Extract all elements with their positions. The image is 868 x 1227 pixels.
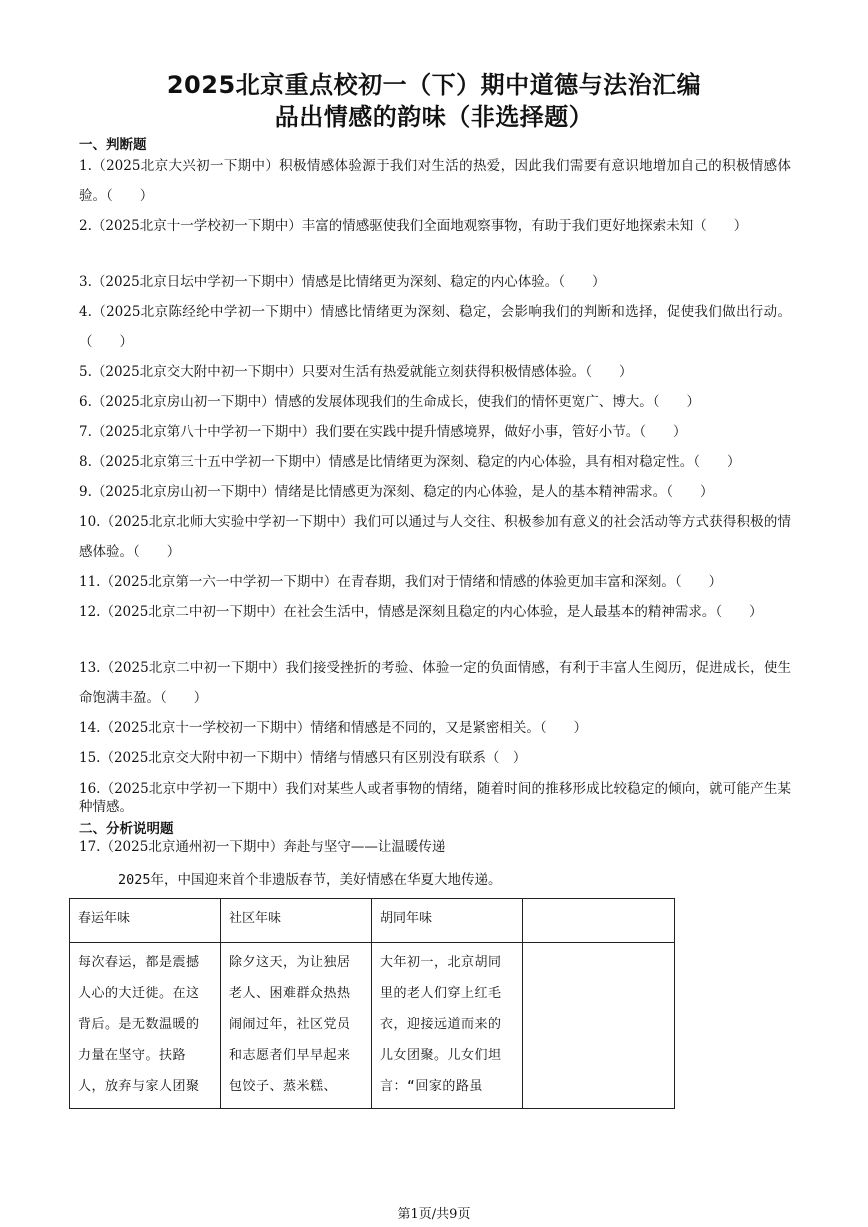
table-header-cell: 社区年味	[221, 899, 372, 943]
table-cell: 大年初一，北京胡同里的老人们穿上红毛衣，迎接远道而来的儿女团聚。儿女们坦言：“回家的路虽	[372, 943, 523, 1109]
material-table	[69, 898, 675, 1109]
question-item: 1.（2025北京大兴初一下期中）积极情感体验源于我们对生活的热爱，因此我们需要有意识地增加自己的积极情感体验。（ ）	[79, 158, 791, 204]
question-item: 11.（2025北京第一六一中学初一下期中）在青春期，我们对于情绪和情感的体验更加丰富和深刻。（ ）	[79, 574, 723, 590]
question-17-title: 17.（2025北京通州初一下期中）奔赴与坚守——让温暖传递	[79, 839, 446, 855]
question-item: 7.（2025北京第八十中学初一下期中）我们要在实践中提升情感境界，做好小事，管好小节。（ ）	[79, 424, 687, 440]
section-heading-judgement: 一、判断题	[79, 137, 147, 153]
question-item: 10.（2025北京北师大实验中学初一下期中）我们可以通过与人交往、积极参加有意义的社会活动等方式获得积极的情感体验。（ ）	[79, 514, 791, 560]
document-title: 2025北京重点校初一（下）期中道德与法治汇编	[166, 71, 702, 99]
question-item: 4.（2025北京陈经纶中学初一下期中）情感比情绪更为深刻、稳定，会影响我们的判断和选择，促使我们做出行动。（ ）	[79, 304, 791, 350]
question-item: 8.（2025北京第三十五中学初一下期中）情感是比情绪更为深刻、稳定的内心体验，具有相对稳定性。（ ）	[79, 454, 741, 470]
table-cell: 每次春运，都是震撼人心的大迁徙。在这背后。是无数温暖的力量在坚守。扶路人，放弃与家人团聚	[70, 943, 221, 1109]
question-item: 5.（2025北京交大附中初一下期中）只要对生活有热爱就能立刻获得积极情感体验。（ ）	[79, 364, 633, 380]
question-item: 2.（2025北京十一学校初一下期中）丰富的情感驱使我们全面地观察事物，有助于我们更好地探索未知（ ）	[79, 218, 748, 234]
question-item: 14.（2025北京十一学校初一下期中）情绪和情感是不同的，又是紧密相关。（ ）	[79, 720, 588, 736]
question-item: 13.（2025北京二中初一下期中）我们接受挫折的考验、体验一定的负面情感，有利于丰富人生阅历，促进成长，使生命饱满丰盈。（ ）	[79, 660, 791, 706]
page-number: 第1页/共9页	[397, 1207, 471, 1222]
table-cell	[523, 943, 675, 1109]
question-item: 16.（2025北京中学初一下期中）我们对某些人或者事物的情绪，随着时间的推移形成比较稳定的倾向，就可能产生某种情感。	[79, 781, 791, 815]
document-subtitle: 品出情感的韵味（非选择题）	[274, 103, 594, 131]
table-cell: 除夕这天，为让独居老人、困难群众热热闹闹过年，社区党员和志愿者们早早起来包饺子、蒸米糕、	[221, 943, 372, 1109]
table-row	[70, 943, 675, 1109]
question-17-intro: 2025年，中国迎来首个非遗版春节，美好情感在华夏大地传递。	[118, 872, 502, 888]
table-header-cell	[523, 899, 675, 943]
question-item: 15.（2025北京交大附中初一下期中）情绪与情感只有区别没有联系（ ）	[79, 750, 527, 766]
table-header-row	[70, 899, 675, 943]
table-header-cell: 胡同年味	[372, 899, 523, 943]
question-item: 6.（2025北京房山初一下期中）情感的发展体现我们的生命成长，使我们的情怀更宽广、博大。（ ）	[79, 394, 700, 410]
section-heading-analysis: 二、分析说明题	[79, 821, 174, 837]
question-item: 9.（2025北京房山初一下期中）情绪是比情感更为深刻、稳定的内心体验，是人的基本精神需求。（ ）	[79, 484, 714, 500]
question-item: 12.（2025北京二中初一下期中）在社会生活中，情感是深刻且稳定的内心体验，是人最基本的精神需求。（ ）	[79, 604, 763, 620]
table-header-cell: 春运年味	[70, 899, 221, 943]
question-item: 3.（2025北京日坛中学初一下期中）情感是比情绪更为深刻、稳定的内心体验。（ ）	[79, 274, 606, 290]
